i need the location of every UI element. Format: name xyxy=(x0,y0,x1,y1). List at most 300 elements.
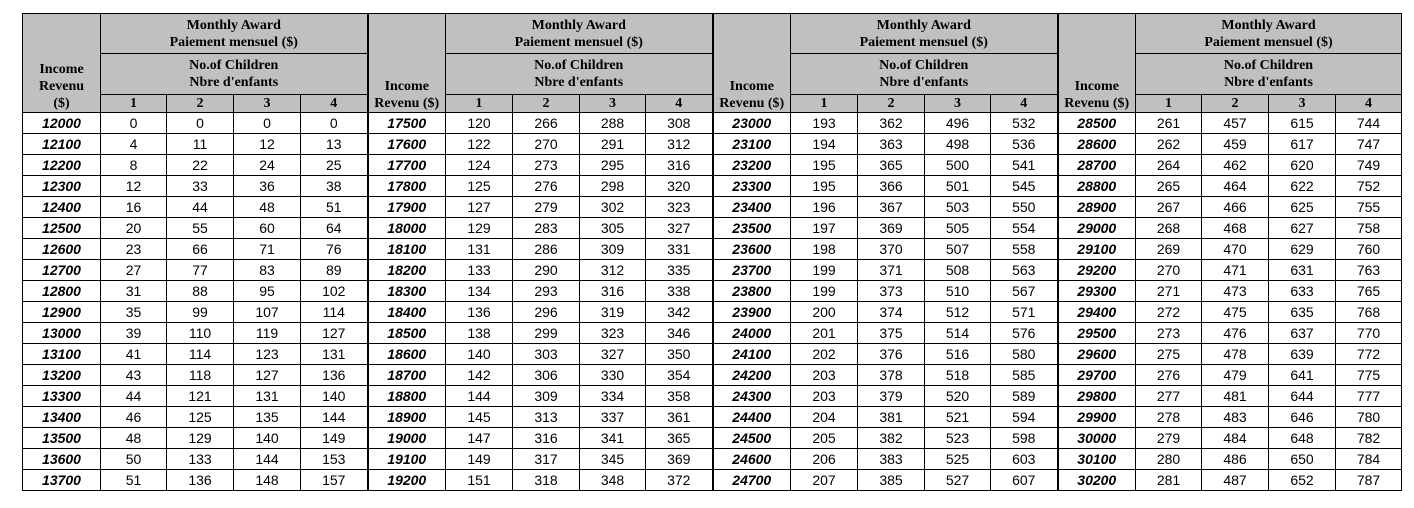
award-cell: 64 xyxy=(301,218,368,239)
award-cell: 114 xyxy=(167,344,234,365)
award-cell: 202 xyxy=(791,344,858,365)
table-row xyxy=(23,365,1402,386)
income-cell: 12400 xyxy=(23,197,101,218)
income-header-line: ($) xyxy=(53,96,70,111)
children-header xyxy=(1136,54,1402,95)
award-cell: 204 xyxy=(791,407,858,428)
award-cell: 777 xyxy=(1336,386,1402,407)
children-header xyxy=(446,54,713,95)
child-count-header: 4 xyxy=(1336,95,1402,113)
award-cell: 361 xyxy=(646,407,713,428)
income-header xyxy=(368,14,446,113)
award-cell: 567 xyxy=(991,281,1058,302)
award-cell: 135 xyxy=(234,407,301,428)
award-cell: 350 xyxy=(646,344,713,365)
award-cell: 127 xyxy=(301,323,368,344)
award-cell: 782 xyxy=(1336,428,1402,449)
award-cell: 200 xyxy=(791,302,858,323)
award-cell: 266 xyxy=(513,113,580,134)
award-cell: 525 xyxy=(925,449,991,470)
award-cell: 505 xyxy=(925,218,991,239)
award-cell: 119 xyxy=(234,323,301,344)
award-cell: 510 xyxy=(925,281,991,302)
table-row xyxy=(23,134,1402,155)
award-cell: 648 xyxy=(1269,428,1336,449)
award-cell: 273 xyxy=(513,155,580,176)
award-cell: 275 xyxy=(1136,344,1202,365)
award-cell: 512 xyxy=(925,302,991,323)
enfants-label: Nbre d'enfants xyxy=(534,75,624,90)
income-cell: 17700 xyxy=(368,155,446,176)
award-cell: 133 xyxy=(167,449,234,470)
award-cell: 66 xyxy=(167,239,234,260)
award-cell: 127 xyxy=(234,365,301,386)
paiement-mensuel-label: Paiement mensuel ($) xyxy=(1204,34,1333,50)
award-cell: 558 xyxy=(991,239,1058,260)
monthly-award-header xyxy=(446,14,713,54)
income-cell: 12200 xyxy=(23,155,101,176)
award-cell: 775 xyxy=(1336,365,1402,386)
monthly-award-label: Monthly Award xyxy=(1221,17,1316,33)
income-cell: 29500 xyxy=(1058,323,1136,344)
award-cell: 267 xyxy=(1136,197,1202,218)
award-cell: 25 xyxy=(301,155,368,176)
table-row xyxy=(23,344,1402,365)
award-cell: 378 xyxy=(858,365,925,386)
children-header xyxy=(101,54,368,95)
award-cell: 536 xyxy=(991,134,1058,155)
award-cell: 758 xyxy=(1336,218,1402,239)
award-cell: 77 xyxy=(167,260,234,281)
income-header-line: Revenu ($) xyxy=(374,96,440,111)
award-cell: 527 xyxy=(925,470,991,491)
award-cell: 89 xyxy=(301,260,368,281)
award-cell: 95 xyxy=(234,281,301,302)
header-row-award xyxy=(23,14,1402,54)
award-cell: 627 xyxy=(1269,218,1336,239)
award-cell: 363 xyxy=(858,134,925,155)
award-cell: 365 xyxy=(646,428,713,449)
award-cell: 129 xyxy=(167,428,234,449)
child-count-header: 2 xyxy=(1202,95,1269,113)
award-cell: 334 xyxy=(580,386,646,407)
award-cell: 8 xyxy=(101,155,167,176)
award-cell: 102 xyxy=(301,281,368,302)
award-cell: 763 xyxy=(1336,260,1402,281)
award-cell: 498 xyxy=(925,134,991,155)
award-cell: 262 xyxy=(1136,134,1202,155)
income-cell: 23600 xyxy=(713,239,791,260)
award-cell: 309 xyxy=(580,239,646,260)
award-cell: 195 xyxy=(791,176,858,197)
paiement-mensuel-label: Paiement mensuel ($) xyxy=(169,34,298,50)
award-cell: 24 xyxy=(234,155,301,176)
award-cell: 299 xyxy=(513,323,580,344)
award-cell: 114 xyxy=(301,302,368,323)
award-cell: 145 xyxy=(446,407,513,428)
award-cell: 144 xyxy=(301,407,368,428)
income-cell: 12300 xyxy=(23,176,101,197)
award-cell: 635 xyxy=(1269,302,1336,323)
award-cell: 520 xyxy=(925,386,991,407)
award-cell: 88 xyxy=(167,281,234,302)
award-cell: 376 xyxy=(858,344,925,365)
award-cell: 142 xyxy=(446,365,513,386)
award-cell: 316 xyxy=(580,281,646,302)
award-cell: 507 xyxy=(925,239,991,260)
award-cell: 129 xyxy=(446,218,513,239)
award-cell: 484 xyxy=(1202,428,1269,449)
award-cell: 580 xyxy=(991,344,1058,365)
award-cell: 195 xyxy=(791,155,858,176)
income-cell: 30000 xyxy=(1058,428,1136,449)
award-cell: 362 xyxy=(858,113,925,134)
award-cell: 550 xyxy=(991,197,1058,218)
income-cell: 19100 xyxy=(368,449,446,470)
award-cell: 193 xyxy=(791,113,858,134)
award-cell: 476 xyxy=(1202,323,1269,344)
award-cell: 149 xyxy=(301,428,368,449)
award-cell: 27 xyxy=(101,260,167,281)
award-cell: 459 xyxy=(1202,134,1269,155)
award-cell: 576 xyxy=(991,323,1058,344)
award-cell: 371 xyxy=(858,260,925,281)
income-cell: 18600 xyxy=(368,344,446,365)
award-cell: 203 xyxy=(791,365,858,386)
award-cell: 749 xyxy=(1336,155,1402,176)
enfants-label: Nbre d'enfants xyxy=(1224,75,1313,90)
income-cell: 18000 xyxy=(368,218,446,239)
award-cell: 652 xyxy=(1269,470,1336,491)
award-cell: 622 xyxy=(1269,176,1336,197)
income-cell: 13600 xyxy=(23,449,101,470)
income-cell: 28700 xyxy=(1058,155,1136,176)
award-cell: 60 xyxy=(234,218,301,239)
award-cell: 276 xyxy=(513,176,580,197)
income-header xyxy=(1058,14,1136,113)
child-count-header: 2 xyxy=(167,95,234,113)
award-cell: 23 xyxy=(101,239,167,260)
award-cell: 620 xyxy=(1269,155,1336,176)
income-cell: 18300 xyxy=(368,281,446,302)
award-cell: 637 xyxy=(1269,323,1336,344)
child-count-header: 1 xyxy=(791,95,858,113)
award-cell: 373 xyxy=(858,281,925,302)
child-count-header: 4 xyxy=(646,95,713,113)
award-cell: 571 xyxy=(991,302,1058,323)
award-cell: 479 xyxy=(1202,365,1269,386)
award-cell: 755 xyxy=(1336,197,1402,218)
award-cell: 44 xyxy=(101,386,167,407)
child-count-header: 4 xyxy=(301,95,368,113)
award-cell: 358 xyxy=(646,386,713,407)
award-cell: 481 xyxy=(1202,386,1269,407)
award-cell: 136 xyxy=(167,470,234,491)
award-cell: 585 xyxy=(991,365,1058,386)
income-cell: 29700 xyxy=(1058,365,1136,386)
paiement-mensuel-label: Paiement mensuel ($) xyxy=(859,34,988,50)
award-cell: 603 xyxy=(991,449,1058,470)
award-cell: 46 xyxy=(101,407,167,428)
award-cell: 316 xyxy=(646,155,713,176)
award-cell: 338 xyxy=(646,281,713,302)
award-cell: 554 xyxy=(991,218,1058,239)
award-cell: 4 xyxy=(101,134,167,155)
award-cell: 127 xyxy=(446,197,513,218)
income-cell: 24400 xyxy=(713,407,791,428)
child-count-header: 4 xyxy=(991,95,1058,113)
income-cell: 13100 xyxy=(23,344,101,365)
award-cell: 306 xyxy=(513,365,580,386)
table-row xyxy=(23,260,1402,281)
award-cell: 342 xyxy=(646,302,713,323)
award-cell: 261 xyxy=(1136,113,1202,134)
award-cell: 473 xyxy=(1202,281,1269,302)
award-cell: 468 xyxy=(1202,218,1269,239)
award-cell: 367 xyxy=(858,197,925,218)
award-cell: 337 xyxy=(580,407,646,428)
income-cell: 23400 xyxy=(713,197,791,218)
income-cell: 18200 xyxy=(368,260,446,281)
income-cell: 23500 xyxy=(713,218,791,239)
award-cell: 383 xyxy=(858,449,925,470)
award-cell: 140 xyxy=(234,428,301,449)
award-cell: 0 xyxy=(301,113,368,134)
income-cell: 13200 xyxy=(23,365,101,386)
table-row xyxy=(23,197,1402,218)
income-header-line: Income xyxy=(39,62,84,77)
award-cell: 131 xyxy=(301,344,368,365)
income-cell: 18500 xyxy=(368,323,446,344)
award-cell: 633 xyxy=(1269,281,1336,302)
award-cell: 36 xyxy=(234,176,301,197)
award-cell: 486 xyxy=(1202,449,1269,470)
award-cell: 345 xyxy=(580,449,646,470)
award-cell: 123 xyxy=(234,344,301,365)
income-cell: 19200 xyxy=(368,470,446,491)
income-cell: 17500 xyxy=(368,113,446,134)
child-count-header: 2 xyxy=(858,95,925,113)
award-cell: 99 xyxy=(167,302,234,323)
award-cell: 48 xyxy=(234,197,301,218)
child-count-header: 3 xyxy=(234,95,301,113)
award-cell: 133 xyxy=(446,260,513,281)
income-cell: 29900 xyxy=(1058,407,1136,428)
award-cell: 149 xyxy=(446,449,513,470)
award-cell: 296 xyxy=(513,302,580,323)
award-cell: 0 xyxy=(234,113,301,134)
income-cell: 23200 xyxy=(713,155,791,176)
monthly-award-header xyxy=(101,14,368,54)
award-cell: 76 xyxy=(301,239,368,260)
award-cell: 33 xyxy=(167,176,234,197)
award-cell: 375 xyxy=(858,323,925,344)
award-cell: 475 xyxy=(1202,302,1269,323)
award-cell: 641 xyxy=(1269,365,1336,386)
award-cell: 302 xyxy=(580,197,646,218)
children-label: No.of Children xyxy=(189,58,279,73)
award-cell: 523 xyxy=(925,428,991,449)
income-cell: 18700 xyxy=(368,365,446,386)
award-cell: 196 xyxy=(791,197,858,218)
award-cell: 39 xyxy=(101,323,167,344)
child-count-header: 1 xyxy=(101,95,167,113)
award-cell: 264 xyxy=(1136,155,1202,176)
award-cell: 770 xyxy=(1336,323,1402,344)
award-cell: 118 xyxy=(167,365,234,386)
child-count-header: 1 xyxy=(446,95,513,113)
award-cell: 348 xyxy=(580,470,646,491)
table-row xyxy=(23,155,1402,176)
income-cell: 29300 xyxy=(1058,281,1136,302)
award-cell: 197 xyxy=(791,218,858,239)
income-cell: 29600 xyxy=(1058,344,1136,365)
award-cell: 125 xyxy=(167,407,234,428)
income-cell: 24500 xyxy=(713,428,791,449)
award-cell: 644 xyxy=(1269,386,1336,407)
income-header-line: Revenu ($) xyxy=(719,96,785,111)
paiement-mensuel-label: Paiement mensuel ($) xyxy=(514,34,643,50)
income-header-line: Revenu xyxy=(38,79,85,94)
enfants-label: Nbre d'enfants xyxy=(879,75,969,90)
income-cell: 18900 xyxy=(368,407,446,428)
award-cell: 545 xyxy=(991,176,1058,197)
award-cell: 293 xyxy=(513,281,580,302)
award-cell: 374 xyxy=(858,302,925,323)
award-cell: 563 xyxy=(991,260,1058,281)
income-cell: 12000 xyxy=(23,113,101,134)
income-header xyxy=(713,14,791,113)
award-cell: 121 xyxy=(167,386,234,407)
income-cell: 13400 xyxy=(23,407,101,428)
award-cell: 780 xyxy=(1336,407,1402,428)
award-cell: 787 xyxy=(1336,470,1402,491)
income-header-line: Income xyxy=(384,79,429,94)
award-cell: 22 xyxy=(167,155,234,176)
income-cell: 24100 xyxy=(713,344,791,365)
award-cell: 270 xyxy=(513,134,580,155)
award-cell: 744 xyxy=(1336,113,1402,134)
award-cell: 138 xyxy=(446,323,513,344)
award-cell: 83 xyxy=(234,260,301,281)
enfants-label: Nbre d'enfants xyxy=(189,75,279,90)
award-cell: 31 xyxy=(101,281,167,302)
child-count-header: 1 xyxy=(1136,95,1202,113)
award-cell: 48 xyxy=(101,428,167,449)
award-cell: 140 xyxy=(301,386,368,407)
award-cell: 341 xyxy=(580,428,646,449)
award-cell: 354 xyxy=(646,365,713,386)
award-cell: 13 xyxy=(301,134,368,155)
award-cell: 327 xyxy=(580,344,646,365)
award-cell: 43 xyxy=(101,365,167,386)
child-count-header: 3 xyxy=(1269,95,1336,113)
monthly-award-label: Monthly Award xyxy=(876,17,971,33)
income-cell: 12700 xyxy=(23,260,101,281)
award-cell: 194 xyxy=(791,134,858,155)
award-cell: 318 xyxy=(513,470,580,491)
table-row xyxy=(23,176,1402,197)
income-cell: 28800 xyxy=(1058,176,1136,197)
children-header xyxy=(791,54,1058,95)
award-cell: 0 xyxy=(167,113,234,134)
award-cell: 0 xyxy=(101,113,167,134)
award-cell: 51 xyxy=(301,197,368,218)
award-cell: 483 xyxy=(1202,407,1269,428)
award-cell: 203 xyxy=(791,386,858,407)
income-cell: 23900 xyxy=(713,302,791,323)
award-cell: 157 xyxy=(301,470,368,491)
award-cell: 646 xyxy=(1269,407,1336,428)
award-cell: 286 xyxy=(513,239,580,260)
award-cell: 279 xyxy=(513,197,580,218)
award-cell: 41 xyxy=(101,344,167,365)
income-cell: 12900 xyxy=(23,302,101,323)
award-cell: 205 xyxy=(791,428,858,449)
award-cell: 607 xyxy=(991,470,1058,491)
award-cell: 784 xyxy=(1336,449,1402,470)
award-cell: 50 xyxy=(101,449,167,470)
award-cell: 501 xyxy=(925,176,991,197)
award-cell: 385 xyxy=(858,470,925,491)
award-cell: 71 xyxy=(234,239,301,260)
award-cell: 124 xyxy=(446,155,513,176)
award-cell: 55 xyxy=(167,218,234,239)
child-count-header: 3 xyxy=(925,95,991,113)
table-body xyxy=(23,113,1402,491)
award-cell: 291 xyxy=(580,134,646,155)
award-cell: 148 xyxy=(234,470,301,491)
award-cell: 12 xyxy=(101,176,167,197)
award-cell: 44 xyxy=(167,197,234,218)
award-cell: 629 xyxy=(1269,239,1336,260)
award-cell: 144 xyxy=(446,386,513,407)
award-cell: 747 xyxy=(1336,134,1402,155)
income-header-line: Income xyxy=(729,79,774,94)
award-cell: 631 xyxy=(1269,260,1336,281)
award-cell: 147 xyxy=(446,428,513,449)
award-cell: 470 xyxy=(1202,239,1269,260)
award-cell: 466 xyxy=(1202,197,1269,218)
award-cell: 617 xyxy=(1269,134,1336,155)
award-cell: 589 xyxy=(991,386,1058,407)
award-cell: 765 xyxy=(1336,281,1402,302)
award-cell: 312 xyxy=(646,134,713,155)
table-row xyxy=(23,470,1402,491)
award-cell: 272 xyxy=(1136,302,1202,323)
children-label: No.of Children xyxy=(879,58,969,73)
income-cell: 28500 xyxy=(1058,113,1136,134)
monthly-award-header xyxy=(791,14,1058,54)
income-cell: 13500 xyxy=(23,428,101,449)
award-cell: 295 xyxy=(580,155,646,176)
award-cell: 330 xyxy=(580,365,646,386)
award-cell: 276 xyxy=(1136,365,1202,386)
award-cell: 478 xyxy=(1202,344,1269,365)
award-cell: 131 xyxy=(446,239,513,260)
award-cell: 110 xyxy=(167,323,234,344)
header-row-children xyxy=(23,54,1402,95)
award-cell: 303 xyxy=(513,344,580,365)
award-cell: 365 xyxy=(858,155,925,176)
award-cell: 500 xyxy=(925,155,991,176)
income-cell: 12800 xyxy=(23,281,101,302)
award-cell: 487 xyxy=(1202,470,1269,491)
award-cell: 346 xyxy=(646,323,713,344)
income-cell: 24200 xyxy=(713,365,791,386)
award-cell: 323 xyxy=(580,323,646,344)
children-label: No.of Children xyxy=(1223,58,1314,73)
